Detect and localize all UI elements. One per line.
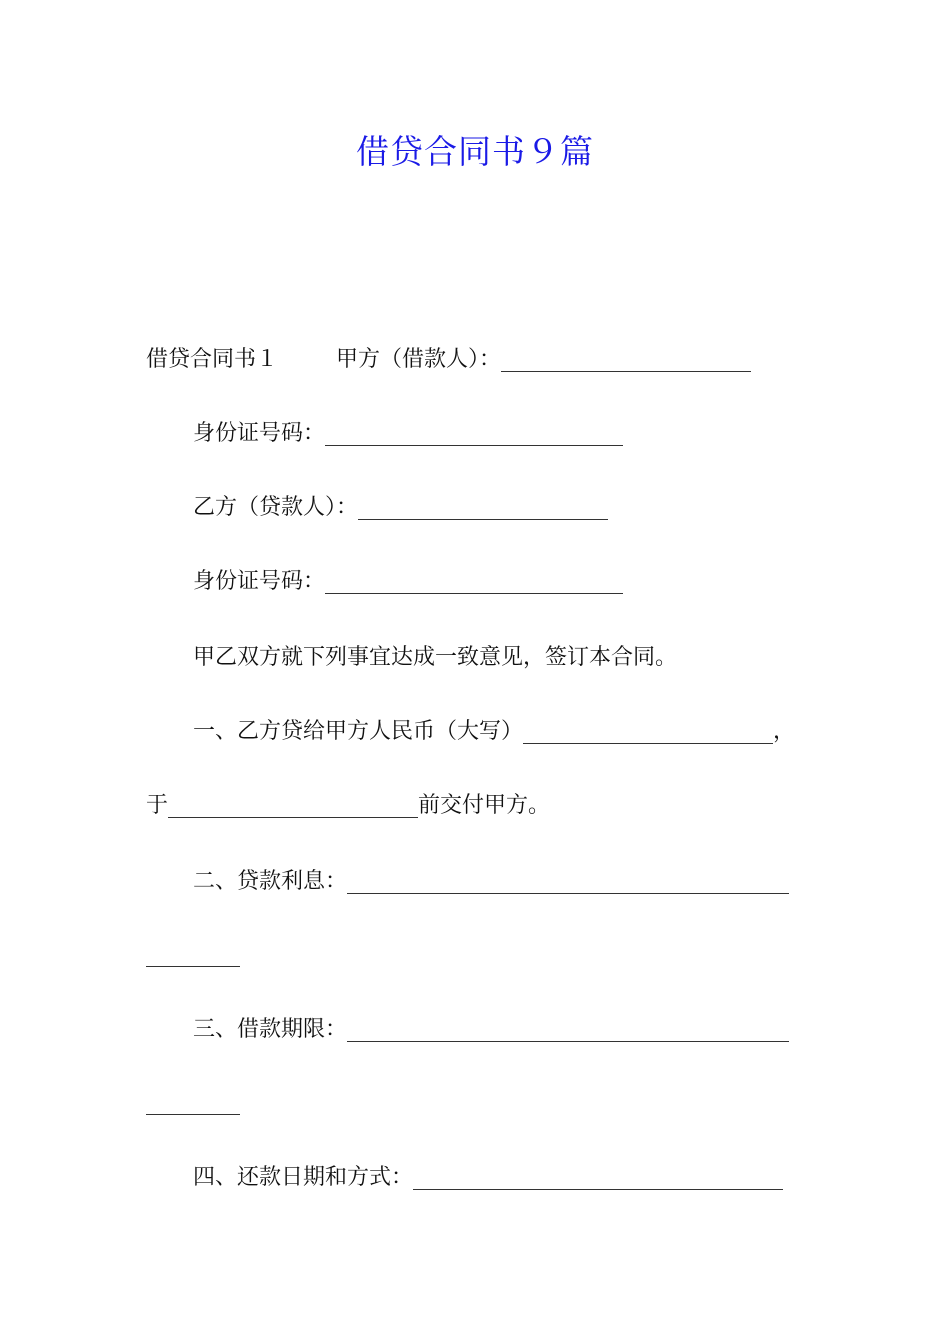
- clause-4-text: 四、还款日期和方式：: [193, 1165, 414, 1190]
- repayment-blank[interactable]: [413, 1165, 783, 1190]
- clause-3-line: [193, 1014, 789, 1046]
- clause-4-line: [193, 1162, 783, 1194]
- interest-blank[interactable]: [347, 869, 789, 894]
- party-b-id-blank[interactable]: [325, 569, 623, 594]
- term-blank[interactable]: [347, 1017, 789, 1042]
- contract-number-label: 借贷合同书１: [146, 347, 279, 372]
- agreement-statement: [193, 642, 677, 674]
- party-a-label: 甲方（借款人）：: [336, 347, 502, 372]
- clause-3-continuation: [146, 1090, 240, 1119]
- id-number-label: 身份证号码：: [193, 421, 326, 446]
- clause-1-prefix: 于: [146, 793, 169, 818]
- party-a-id-line: [193, 418, 623, 450]
- loan-amount-blank[interactable]: [523, 719, 773, 744]
- clause-3-text: 三、借款期限：: [193, 1017, 348, 1042]
- term-blank-continued[interactable]: [146, 1090, 240, 1115]
- party-b-label: 乙方（贷款人）：: [193, 495, 359, 520]
- clause-1-continuation: [146, 790, 550, 822]
- party-a-blank[interactable]: [501, 347, 751, 372]
- clause-2-line: [193, 866, 789, 898]
- clause-2-text: 二、贷款利息：: [193, 869, 348, 894]
- clause-2-continuation: [146, 942, 240, 971]
- interest-blank-continued[interactable]: [146, 942, 240, 967]
- party-b-id-line: [193, 566, 623, 598]
- id-number-label: 身份证号码：: [193, 569, 326, 594]
- clause-1-suffix: 前交付甲方。: [418, 793, 551, 818]
- party-b-blank[interactable]: [358, 495, 608, 520]
- comma: ，: [773, 719, 796, 744]
- party-b-line: [193, 492, 608, 524]
- clause-1-text: 一、乙方贷给甲方人民币（大写）: [193, 719, 524, 744]
- document-title: 借贷合同书９篇: [356, 132, 594, 171]
- party-a-id-blank[interactable]: [325, 421, 623, 446]
- agreement-text: 甲乙双方就下列事宜达成一致意见，签订本合同。: [193, 645, 678, 670]
- delivery-date-blank[interactable]: [168, 793, 418, 818]
- clause-1-line: [193, 716, 795, 748]
- contract-heading-line: [146, 344, 751, 376]
